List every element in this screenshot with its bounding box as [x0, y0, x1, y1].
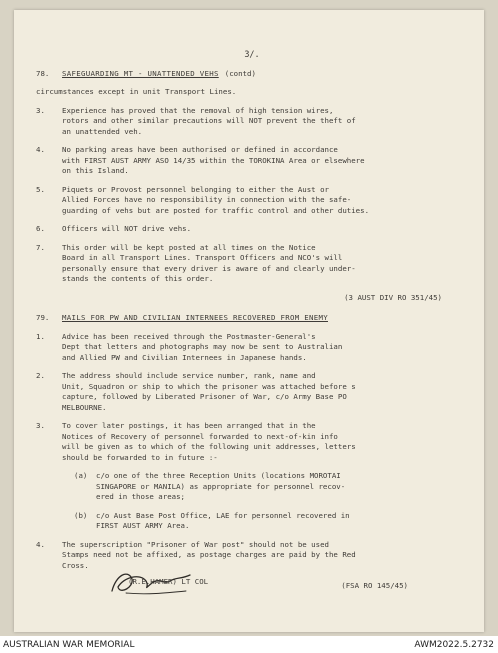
- sub-item: [74, 511, 468, 532]
- paragraph: [36, 185, 468, 217]
- section-title: SAFEGUARDING MT - UNATTENDED VEHS: [62, 68, 219, 78]
- paragraph-text: Officers will NOT drive vehs.: [62, 224, 192, 233]
- footer-accession-number: AWM2022.5.2732: [414, 640, 494, 650]
- paragraph: [36, 243, 468, 285]
- section-number: 79.: [36, 313, 50, 322]
- section-78-reference: (3 AUST DIV RO 351/45): [344, 292, 442, 302]
- paragraph: [36, 106, 468, 138]
- sub-item-text: c/o Aust Base Post Office, LAE for personnel recovered in FIRST AUST ARMY Area.: [96, 510, 350, 530]
- paragraph: [36, 332, 468, 364]
- paragraph-number: 7.: [36, 242, 45, 252]
- paragraph-text: Experience has proved that the removal of high tension wires, rotors and other similar precautions will NOT prevent the theft of an unattended veh.: [62, 105, 356, 136]
- section-title: MAILS FOR PW AND CIVILIAN INTERNEES RECOVERED FROM ENEMY: [62, 313, 328, 322]
- paragraph: [36, 540, 468, 572]
- document-body: [36, 16, 468, 607]
- paragraph: [36, 421, 468, 463]
- paragraph-number: 6.: [36, 224, 45, 233]
- paragraph-text: No parking areas have been authorised or defined in accordance with FIRST AUST ARMY ASO 14/35 within the TOROKINA Area or elsewhere on this Island.: [62, 145, 365, 175]
- paragraph-number: 4.: [36, 145, 45, 154]
- paragraph-text: This order will be kept posted at all times on the Notice Board in all Transport Lines. Transport Officers and NCO's will personally ensure that every driver is aware of and clearly under- stands the contents of this order.: [62, 242, 356, 283]
- paragraph-number: 4.: [36, 539, 45, 549]
- paragraph-number: 1.: [36, 331, 45, 341]
- paragraph-number: 3.: [36, 105, 45, 115]
- section-78-heading: [36, 69, 468, 80]
- paragraph-text: Piquets or Provost personnel belonging to either the Aust or Allied Forces have no responsibility in connection with the safe- guarding of vehs but are posted for traffic control and other duties.: [62, 184, 370, 215]
- signature-block: [36, 577, 468, 607]
- sub-item-label: (a): [74, 471, 88, 480]
- section-79-heading: [36, 313, 468, 324]
- section-number: 78.: [36, 68, 50, 78]
- paragraph-text: To cover later postings, it has been arranged that in the Notices of Recovery of personnel forwarded to next-of-kin info will be given as to which of the following unit addresses, letters should be forwarded to in future :-: [62, 421, 356, 462]
- paragraph: [36, 371, 468, 413]
- paragraph-text: The superscription "Prisoner of War post" should not be used Stamps need not be affixed, as postage charges are paid by the Red Cross.: [62, 539, 356, 570]
- page-number: 3/.: [244, 50, 260, 60]
- section-title-suffix: (contd): [224, 68, 256, 78]
- paragraph-text: Advice has been received through the Postmaster-General's Dept that letters and photographs may now be sent to Australian and Allied PW and Civilian Internees in Japanese hands.: [62, 331, 343, 362]
- sub-item: [74, 471, 468, 503]
- paragraph: [36, 145, 468, 177]
- final-reference: (FSA RO 145/45): [341, 581, 408, 590]
- paragraph-text: The address should include service number, rank, name and Unit, Squadron or ship to which the prisoner was attached before s capture, followed by Liberated Prisoner of War, c/o Army Base PO MELBOURNE.: [62, 371, 356, 412]
- archive-footer: [0, 638, 498, 653]
- paragraph-number: 3.: [36, 421, 45, 430]
- paragraph-number: 5.: [36, 184, 45, 194]
- paragraph-number: 2.: [36, 371, 45, 380]
- sub-item-label: (b): [74, 510, 88, 520]
- paragraph: [36, 224, 468, 235]
- footer-institution: AUSTRALIAN WAR MEMORIAL: [3, 640, 135, 650]
- signatory-name: (R.E.HAMER) LT COL: [128, 577, 209, 586]
- section-78-lead: circumstances except in unit Transport Lines.: [36, 87, 237, 96]
- sub-item-text: c/o one of the three Reception Units (locations MOROTAI SINGAPORE or MANILA) as appropriate for personnel recov- ered in those areas;: [96, 471, 346, 501]
- document-page: [14, 10, 484, 632]
